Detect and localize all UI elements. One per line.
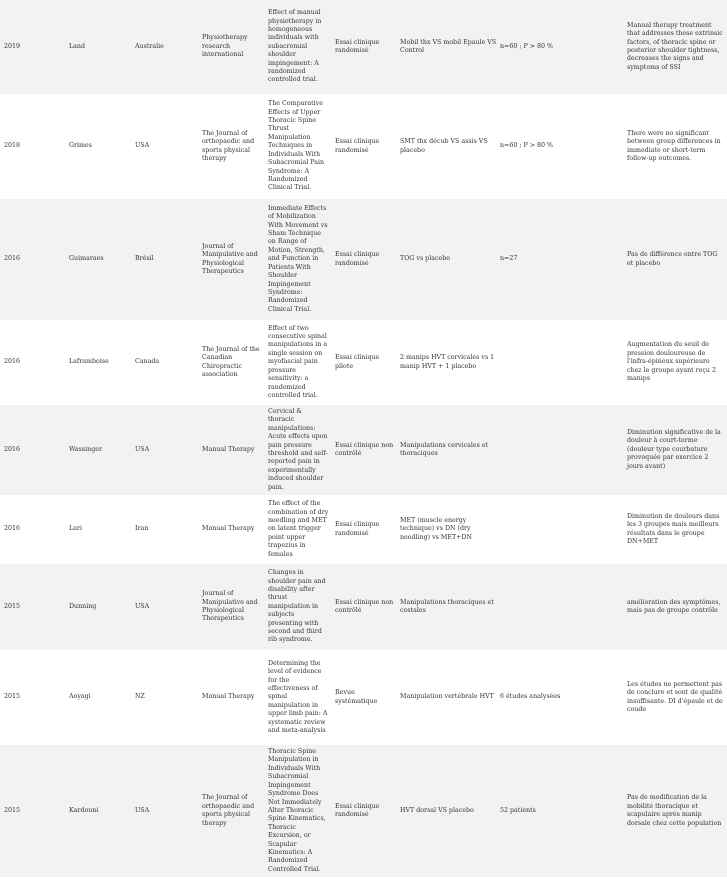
cell-title: Cervical & thoracic manipulations: Acute effects upon pain pressure threshold and self-reported pain in experimentally induced shoulder pain. — [268, 405, 335, 495]
cell-author: Dunning — [69, 564, 135, 650]
cell-title: The Comparative Effects of Upper Thoracic Spine Thrust Manipulation Techniques in Individuals With Subacromial Pain Syndrome: A Randomized Clinical Trial. — [268, 94, 335, 199]
cell-country: USA — [135, 745, 202, 877]
cell-author: Grimes — [69, 94, 135, 199]
cell-title: Determining the level of evidence for the effectiveness of spinal manipulation in upper limb pain: A systematic review and meta-analysis — [268, 650, 335, 745]
cell-design: Essai clinique randomisé — [335, 199, 400, 320]
cell-sample — [500, 320, 627, 405]
cell-journal: The Journal of orthopaedic and sports physical therapy — [202, 94, 268, 199]
cell-author: Lari — [69, 495, 135, 564]
cell-country: Brésil — [135, 199, 202, 320]
cell-intervention: MET (muscle energy technique) vs DN (dry needling) vs MET+DN — [400, 495, 500, 564]
cell-country: Iran — [135, 495, 202, 564]
cell-year: 2016 — [0, 405, 69, 495]
cell-year: 2016 — [0, 495, 69, 564]
table-row — [0, 320, 727, 405]
cell-design: Essai clinique pilote — [335, 320, 400, 405]
cell-journal: Physiotherapy research international — [202, 0, 268, 94]
cell-intervention: TOG vs placebo — [400, 199, 500, 320]
cell-country: Australie — [135, 0, 202, 94]
table-row — [0, 745, 727, 877]
cell-year: 2016 — [0, 199, 69, 320]
cell-intervention: SMT thx décub VS assis VS placebo — [400, 94, 500, 199]
cell-journal: Manual Therapy — [202, 650, 268, 745]
cell-year: 2015 — [0, 745, 69, 877]
cell-author: Laframboise — [69, 320, 135, 405]
cell-title: Immediate Effects of Mobilization With Movement vs Sham Technique on Range of Motion, Strength, and Function in Patients With Shoulder Impingement Syndrome: Randomized Clinical Trial. — [268, 199, 335, 320]
cell-sample: n=60 ; P > 80 % — [500, 0, 627, 94]
cell-sample — [500, 405, 627, 495]
cell-conclusion: Pas de modification de la mobilité thoracique et scapulaire après manip dorsale chez cette population — [627, 745, 727, 877]
cell-conclusion: Manual therapy treatment that addresses these extrinsic factors, of thoracic spine or posterior shoulder tightness, decreases the signs and symptoms of SSI — [627, 0, 727, 94]
cell-sample — [500, 495, 627, 564]
cell-year: 2015 — [0, 650, 69, 745]
cell-design: Essai clinique non contrôlé — [335, 405, 400, 495]
cell-conclusion: amélioration des symptômes, mais pas de groupe contrôle — [627, 564, 727, 650]
cell-conclusion: Les études ne permettent pas de conclure et sont de qualité insuffisante. DI d'épaule et de coude — [627, 650, 727, 745]
cell-design: Essai clinique randomisé — [335, 495, 400, 564]
cell-intervention: HVT dorsal VS placebo — [400, 745, 500, 877]
cell-design: Essai clinique randomisé — [335, 0, 400, 94]
cell-country: Canada — [135, 320, 202, 405]
cell-year: 2019 — [0, 0, 69, 94]
cell-conclusion: Diminution significative de la douleur à court-terme (douleur type courbature provoquée par exercice 2 jours avant) — [627, 405, 727, 495]
cell-country: USA — [135, 405, 202, 495]
cell-journal: The Journal of orthopaedic and sports physical therapy — [202, 745, 268, 877]
cell-design: Essai clinique randomisé — [335, 94, 400, 199]
cell-conclusion: There were no significant between group differences in immediate or short-term follow-up outcomes. — [627, 94, 727, 199]
cell-design: Essai clinique non contrôlé — [335, 564, 400, 650]
cell-title: Effect of manual physiotherapy in homogeneous individuals with subacromial shoulder impingement: A randomized controlled trial. — [268, 0, 335, 94]
cell-sample: n=60 ; P > 80 % — [500, 94, 627, 199]
cell-author: Wassinger — [69, 405, 135, 495]
cell-country: USA — [135, 94, 202, 199]
cell-sample: n=27 — [500, 199, 627, 320]
cell-sample — [500, 564, 627, 650]
cell-journal: Journal of Manipulative and Physiological Therapeutics — [202, 199, 268, 320]
cell-country: NZ — [135, 650, 202, 745]
cell-year: 2018 — [0, 94, 69, 199]
table-row — [0, 650, 727, 745]
cell-title: Thoracic Spine Manipulation in Individuals With Subacromial Impingement Syndrome Does Not Immediately Alter Thoracic Spine Kinematics, Thoracic Excursion, or Scapular Kinematics: A Randomized Controlled Trial. — [268, 745, 335, 877]
cell-title: The effect of the combination of dry needling and MET on latent trigger point upper trapezius in females — [268, 495, 335, 564]
cell-title: Changes in shoulder pain and disability after thrust manipulation in subjects presenting with second and third rib syndrome. — [268, 564, 335, 650]
cell-intervention: 2 manips HVT cervicales vs 1 manip HVT + 1 placebo — [400, 320, 500, 405]
cell-intervention: Manipulation vertébrale HVT — [400, 650, 500, 745]
table-row — [0, 199, 727, 320]
cell-intervention: Manipulations cervicales et thoraciques — [400, 405, 500, 495]
cell-year: 2015 — [0, 564, 69, 650]
cell-author: Guimaraes — [69, 199, 135, 320]
cell-intervention: Mobil thx VS mobil Epaule VS Control — [400, 0, 500, 94]
cell-journal: Manual Therapy — [202, 495, 268, 564]
cell-country: USA — [135, 564, 202, 650]
cell-sample: 52 patients — [500, 745, 627, 877]
table-row — [0, 495, 727, 564]
cell-design: Essai clinique randomisé — [335, 745, 400, 877]
table-row — [0, 0, 727, 94]
cell-sample: 6 études analysées — [500, 650, 627, 745]
cell-conclusion: Augmentation du seuil de pression douloureuse de l'infra-épineux supérieure chez le groupe ayant reçu 2 manips — [627, 320, 727, 405]
cell-conclusion: Diminution de douleurs dans les 3 groupes mais meilleurs résultats dans le groupe DN+MET — [627, 495, 727, 564]
cell-author: Land — [69, 0, 135, 94]
cell-journal: Manual Therapy — [202, 405, 268, 495]
table-row — [0, 405, 727, 495]
cell-design: Revue systématique — [335, 650, 400, 745]
cell-conclusion: Pas de différence entre TOG et placebo — [627, 199, 727, 320]
cell-title: Effect of two consecutive spinal manipulations in a single session on myofascial pain pressure sensitivity: a randomized controlled trial. — [268, 320, 335, 405]
table-row — [0, 564, 727, 650]
cell-journal: The Journal of the Canadian Chiropractic association — [202, 320, 268, 405]
cell-intervention: Manipulations thoraciques et costales — [400, 564, 500, 650]
cell-journal: Journal of Manipulative and Physiological Therapeutics — [202, 564, 268, 650]
table-row — [0, 94, 727, 199]
cell-author: Kardouni — [69, 745, 135, 877]
cell-author: Aoyagi — [69, 650, 135, 745]
cell-year: 2016 — [0, 320, 69, 405]
